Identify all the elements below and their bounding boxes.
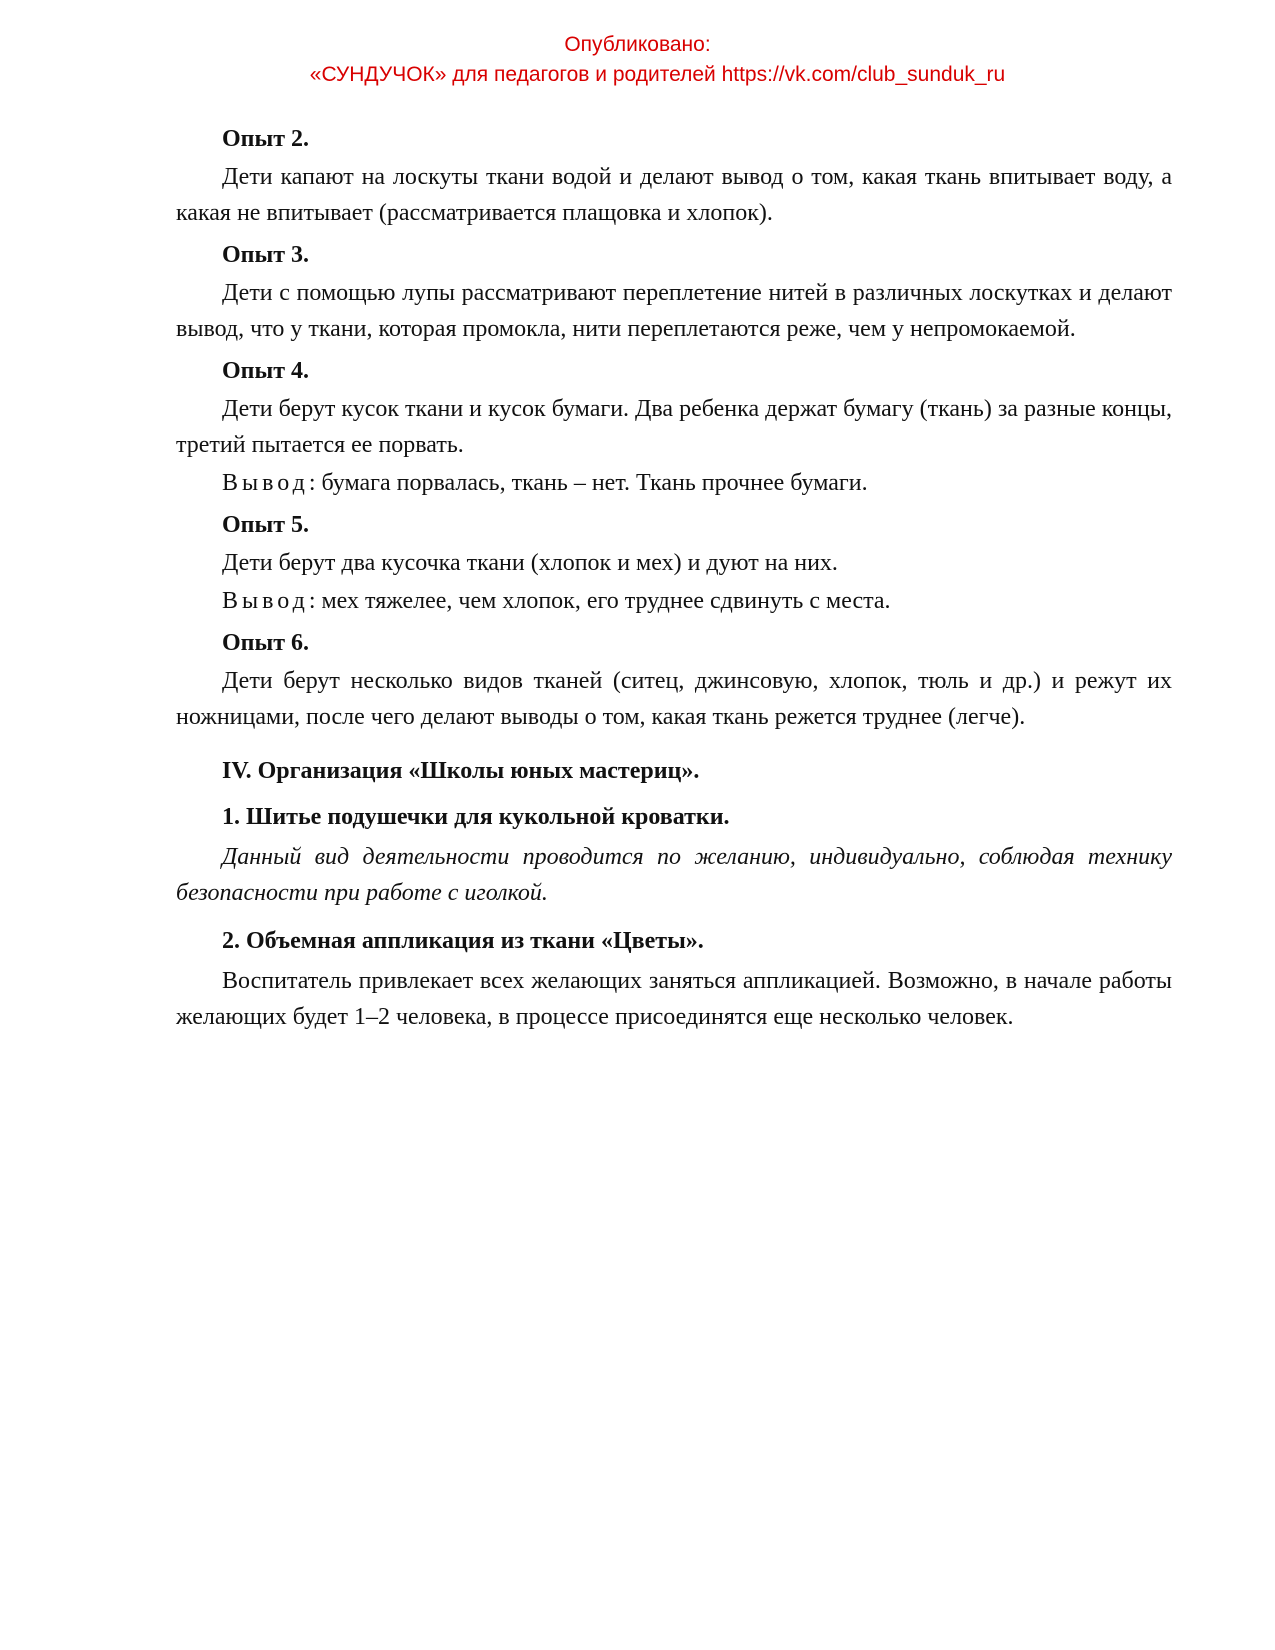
experiment-5-title: Опыт 5.: [222, 512, 310, 538]
header-published-label: Опубликовано:: [564, 33, 711, 56]
experiment-2-text: Дети капают на лоскуты ткани водой и делают вывод о том, какая ткань впитывает воду, а какая не впитывает (рассматривается плащовка и хлопок).: [176, 164, 1172, 226]
conclusion-text: : бумага порвалась, ткань – нет. Ткань прочнее бумаги.: [308, 470, 868, 496]
experiment-4-text: Дети берут кусок ткани и кусок бумаги. Два ребенка держат бумагу (ткань) за разные концы, третий пытается ее порвать.: [176, 396, 1172, 458]
experiment-5-conclusion: [176, 583, 1172, 619]
conclusion-label: Вывод: [222, 470, 309, 496]
experiment-4-conclusion: [176, 465, 1172, 501]
publication-header: [0, 30, 1275, 90]
experiment-2-title: Опыт 2.: [222, 126, 310, 152]
section-item-1-text: Данный вид деятельности проводится по желанию, индивидуально, соблюдая технику безопасности при работе с иголкой.: [176, 844, 1172, 906]
conclusion-text: : мех тяжелее, чем хлопок, его труднее сдвинуть с места.: [308, 588, 891, 614]
experiment-5-text: Дети берут два кусочка ткани (хлопок и мех) и дуют на них.: [222, 550, 838, 576]
section-iv-title: IV. Организация «Школы юных мастериц».: [222, 758, 700, 784]
conclusion-label: Вывод: [222, 588, 309, 614]
section-item-1-title: 1. Шитье подушечки для кукольной кроватки.: [222, 804, 730, 830]
experiment-3-title: Опыт 3.: [222, 242, 310, 268]
experiment-3-text: Дети с помощью лупы рассматривают переплетение нитей в различных лоскутках и делают вывод, что у ткани, которая промокла, нити переплетаются реже, чем у непромокаемой.: [176, 280, 1172, 342]
experiment-6-text: Дети берут несколько видов тканей (ситец, джинсовую, хлопок, тюль и др.) и режут их ножницами, после чего делают выводы о том, какая ткань режется труднее (легче).: [176, 668, 1172, 730]
document-body: [176, 117, 1172, 1035]
header-source-link[interactable]: «СУНДУЧОК» для педагогов и родителей https://vk.com/club_sunduk_ru: [309, 63, 1006, 86]
section-item-2-text: Воспитатель привлекает всех желающих заняться аппликацией. Возможно, в начале работы желающих будет 1–2 человека, в процессе присоединятся еще несколько человек.: [176, 968, 1172, 1030]
experiment-4-title: Опыт 4.: [222, 358, 310, 384]
experiment-6-title: Опыт 6.: [222, 630, 310, 656]
section-item-2-title: 2. Объемная аппликация из ткани «Цветы».: [222, 928, 704, 954]
